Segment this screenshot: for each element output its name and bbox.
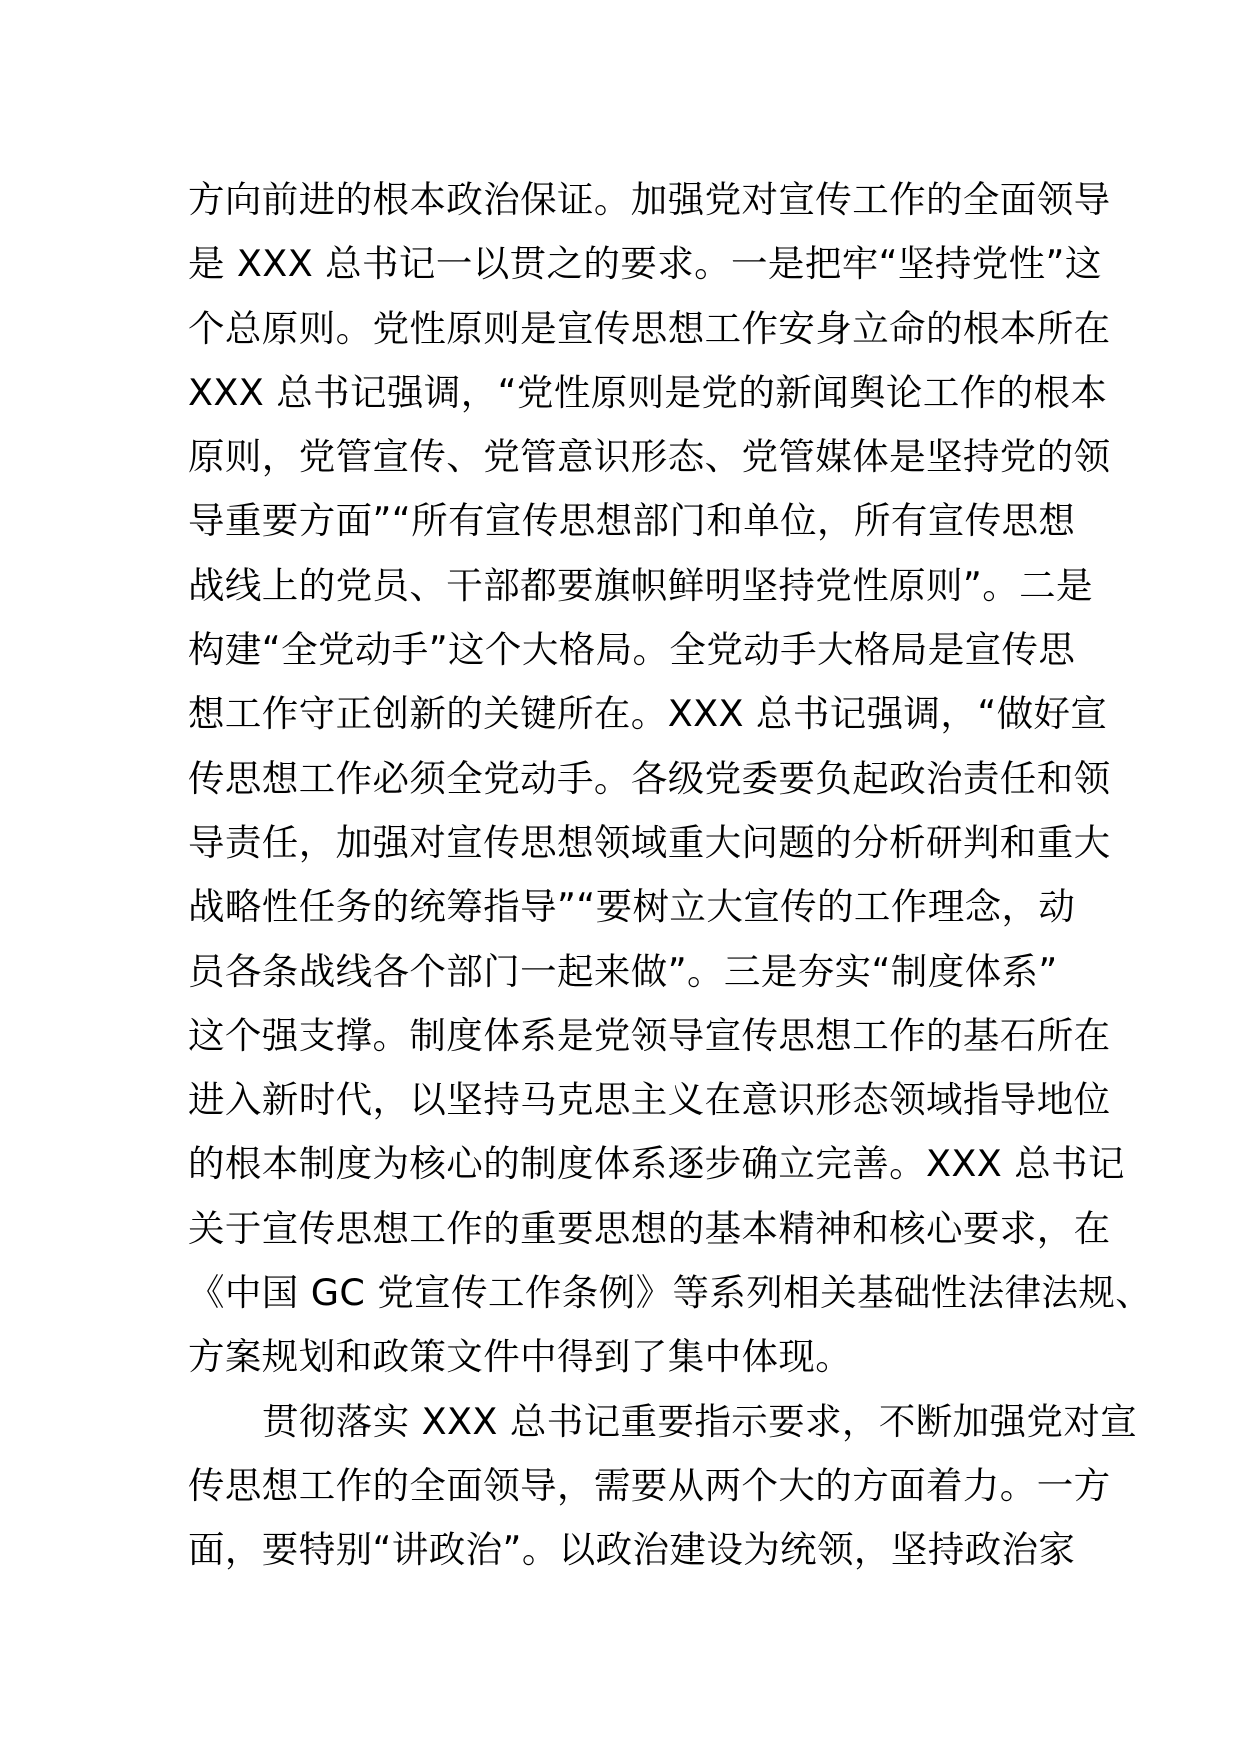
text-line: 个总原则。党性原则是宣传思想工作安身立命的根本所在	[188, 306, 1111, 350]
text-line: 进入新时代，以坚持马克思主义在意识形态领域指导地位	[188, 1078, 1111, 1122]
text-line: 构建“全党动手”这个大格局。全党动手大格局是宣传思	[188, 628, 1076, 672]
text-line: 员各条战线各个部门一起来做”。三是夯实“制度体系”	[188, 949, 1058, 993]
text-line: 方案规划和政策文件中得到了集中体现。	[188, 1335, 853, 1379]
text-line-indented: 贯彻落实 XXX 总书记重要指示要求，不断加强党对宣	[262, 1399, 1138, 1443]
text-line: 传思想工作必须全党动手。各级党委要负起政治责任和领	[188, 756, 1111, 800]
text-line: 导重要方面”“所有宣传思想部门和单位，所有宣传思想	[188, 499, 1076, 543]
text-line: 传思想工作的全面领导，需要从两个大的方面着力。一方	[188, 1463, 1111, 1507]
text-line: 的根本制度为核心的制度体系逐步确立完善。XXX 总书记	[188, 1142, 1125, 1186]
text-line: 这个强支撑。制度体系是党领导宣传思想工作的基石所在	[188, 1013, 1111, 1057]
paragraph-2	[188, 1390, 1138, 1583]
text-line: 方向前进的根本政治保证。加强党对宣传工作的全面领导	[188, 178, 1111, 221]
text-line: 想工作守正创新的关键所在。XXX 总书记强调，“做好宣	[188, 692, 1108, 736]
text-line: 关于宣传思想工作的重要思想的基本精神和核心要求，在	[188, 1206, 1111, 1250]
text-line: 战略性任务的统筹指导”“要树立大宣传的工作理念，动	[188, 885, 1076, 929]
text-line: 《中国 GC 党宣传工作条例》等系列相关基础性法律法规、	[188, 1271, 1153, 1315]
text-line: 导责任，加强对宣传思想领域重大问题的分析研判和重大	[188, 820, 1111, 864]
text-line: 战线上的党员、干部都要旗帜鲜明坚持党性原则”。二是	[188, 563, 1093, 607]
body-text	[188, 168, 1153, 1583]
paragraph-1	[188, 168, 1153, 1390]
text-line: 面，要特别“讲政治”。以政治建设为统领，坚持政治家	[188, 1528, 1076, 1572]
text-line: XXX 总书记强调，“党性原则是党的新闻舆论工作的根本	[188, 370, 1108, 414]
text-line: 原则，党管宣传、党管意识形态、党管媒体是坚持党的领	[188, 435, 1111, 479]
text-line: 是 XXX 总书记一以贯之的要求。一是把牢“坚持党性”这	[188, 242, 1102, 286]
